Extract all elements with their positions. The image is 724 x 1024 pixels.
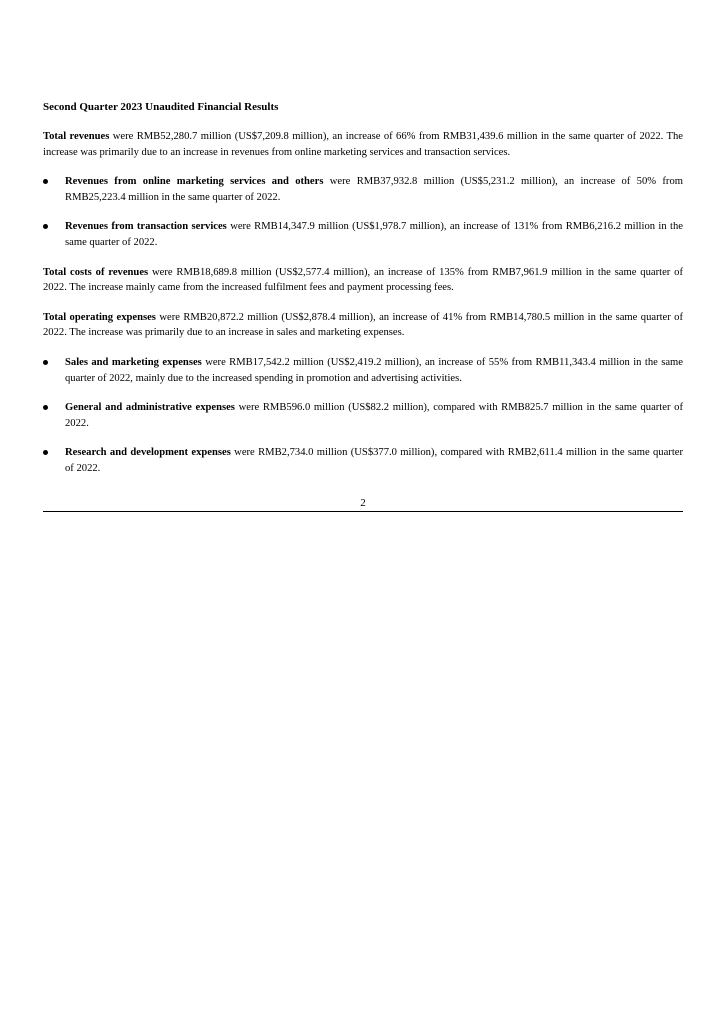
- page-footer: [43, 497, 683, 512]
- opex-item-label: Research and development expenses: [65, 447, 231, 459]
- opex-item-text: were RMB2,734.0 million (US$377.0 million), compared with RMB2,611.4 million in the same quarter of 2022.: [65, 447, 683, 474]
- opex-item-text: were RMB17,542.2 million (US$2,419.2 million), an increase of 55% from RMB11,343.4 million in the same quarter of 2022, mainly due to the increased spending in promotion and advertising activities.: [65, 356, 683, 384]
- list-item: [43, 219, 683, 250]
- total-opex-paragraph: [43, 310, 683, 341]
- bullet-icon: [43, 360, 48, 365]
- bullet-icon: [43, 450, 48, 455]
- page-number: 2: [360, 497, 366, 509]
- total-revenues-paragraph: [43, 129, 683, 160]
- bullet-icon: [43, 179, 48, 184]
- list-item: [43, 400, 683, 431]
- total-revenues-label: Total revenues: [43, 131, 110, 142]
- opex-bullet-list: [43, 355, 683, 477]
- total-costs-text: were RMB18,689.8 million (US$2,577.4 million), an increase of 135% from RMB7,961.9 million in the same quarter of 2022. The increase mainly came from the increased fulfilment fees and payment processing fees.: [43, 266, 683, 294]
- document-page: [43, 100, 683, 491]
- total-costs-label: Total costs of revenues: [43, 266, 149, 278]
- list-item: [43, 445, 683, 476]
- revenue-item-text: were RMB14,347.9 million (US$1,978.7 million), an increase of 131% from RMB6,216.2 million in the same quarter of 2022.: [65, 221, 684, 248]
- opex-item-label: General and administrative expenses: [65, 402, 235, 414]
- section-title: Second Quarter 2023 Unaudited Financial Results: [43, 101, 279, 113]
- total-opex-text: were RMB20,872.2 million (US$2,878.4 million), an increase of 41% from RMB14,780.5 million in the same quarter of 2022. The increase was primarily due to an increase in sales and marketing expenses.: [43, 311, 683, 339]
- list-item: [43, 355, 683, 386]
- footer-divider: [43, 511, 683, 512]
- opex-item-text: were RMB596.0 million (US$82.2 million), compared with RMB825.7 million in the same quarter of 2022.: [65, 402, 683, 429]
- revenue-item-text: were RMB37,932.8 million (US$5,231.2 million), an increase of 50% from RMB25,223.4 million in the same quarter of 2022.: [65, 176, 683, 203]
- bullet-icon: [43, 405, 48, 410]
- list-item: [43, 174, 683, 205]
- bullet-icon: [43, 224, 48, 229]
- total-opex-label: Total operating expenses: [43, 311, 156, 323]
- revenue-item-label: Revenues from transaction services: [65, 221, 227, 233]
- revenue-item-label: Revenues from online marketing services and others: [65, 176, 324, 188]
- total-costs-paragraph: [43, 265, 683, 296]
- opex-item-label: Sales and marketing expenses: [65, 356, 202, 368]
- total-revenues-text: were RMB52,280.7 million (US$7,209.8 million), an increase of 66% from RMB31,439.6 million in the same quarter of 2022. The increase was primarily due to an increase in revenues from online marketing services and transaction services.: [43, 131, 683, 158]
- revenue-bullet-list: [43, 174, 683, 250]
